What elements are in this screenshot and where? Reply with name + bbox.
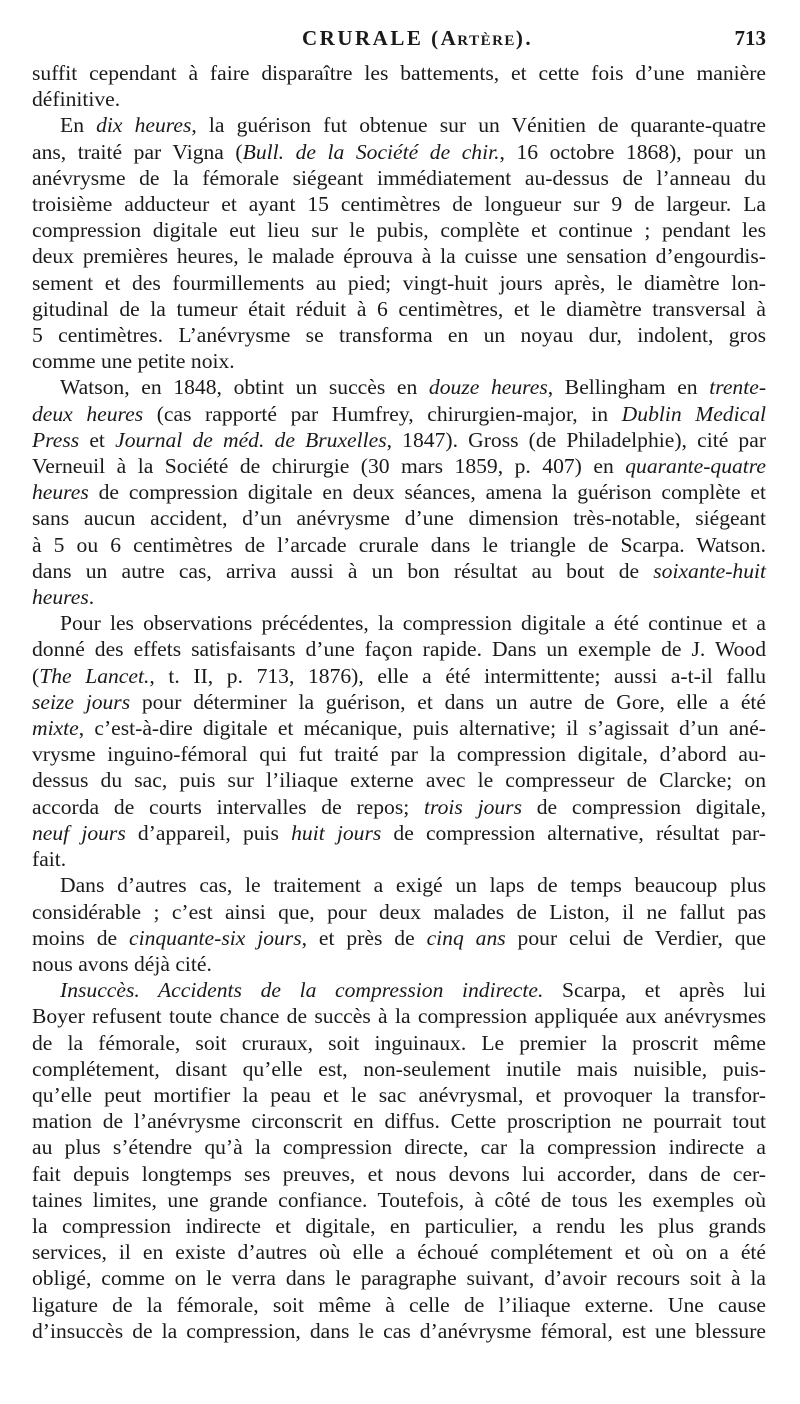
text-line: Watson, en 1848, obtint un succès en douze heures, Bellingham en trente- (60, 375, 767, 400)
text-line: heures de compression digitale en deux séances, amena la guérison complète et (32, 480, 766, 505)
text-line: qu’elle peut mortifier la peau et le sac anévrysmal, et provoquer la transfor- (32, 1082, 766, 1107)
text-line: Dans d’autres cas, le traitement a exigé un laps de temps beaucoup plus (60, 873, 766, 898)
text-line: donné des effets satisfaisants d’une façon rapide. Dans un exemple de J. Wood (32, 637, 766, 662)
text-line: suffit cependant à faire disparaître les battements, et cette fois d’une manière (32, 61, 766, 85)
text-line: considérable ; c’est ainsi que, pour deux malades de Liston, il ne fallut pas (32, 899, 766, 924)
text-line: complétement, disant qu’elle est, non-seulement inutile mais nuisible, puis- (32, 1056, 766, 1081)
text-line: Insuccès. Accidents de la compression indirecte. Scarpa, et après lui (60, 978, 766, 1003)
text-line: gitudinal de la tumeur était réduit à 6 centimètres, et le diamètre transversal à (32, 296, 766, 321)
text-line: dans un autre cas, arriva aussi à un bon résultat au bout de soixante-huit (32, 558, 766, 583)
running-head-title: CRURALE (Artère). (302, 26, 534, 50)
paragraph (32, 977, 766, 1344)
text-line: ligature de la fémorale, soit même à celle de l’iliaque externe. Une cause (32, 1292, 766, 1317)
text-line: accorda de courts intervalles de repos; trois jours de compression digitale, (32, 794, 766, 819)
running-header (32, 26, 766, 60)
text-line: Boyer refusent toute chance de succès à la compression appliquée aux anévrysmes (32, 1004, 766, 1029)
body-text (32, 60, 766, 1344)
text-line: mation de l’anévrysme circonscrit en diffus. Cette proscription ne pourrait tout (32, 1109, 766, 1134)
text-line: vrysme inguino-fémoral qui fut traité par la compression digitale, d’abord au- (32, 742, 766, 767)
text-line: mixte, c’est-à-dire digitale et mécanique, puis alternative; il s’agissait d’un ané- (32, 716, 766, 741)
text-line: de la fémorale, soit cruraux, soit inguinaux. Le premier la proscrit même (32, 1030, 766, 1055)
text-line: Press et Journal de méd. de Bruxelles, 1847). Gross (de Philadelphie), cité par (32, 427, 767, 452)
text-line: comme une petite noix. (32, 349, 235, 374)
text-line: sans aucun accident, d’un anévrysme d’une dimension très-notable, siégeant (32, 506, 766, 531)
text-line: neuf jours d’appareil, puis huit jours de compression alternative, résultat par- (32, 820, 766, 845)
text-line: moins de cinquante-six jours, et près de cinq ans pour celui de Verdier, que (32, 925, 766, 950)
text-line: Pour les observations précédentes, la compression digitale a été continue et a (60, 611, 766, 636)
text-line: d’insuccès de la compression, dans le cas d’anévrysme fémoral, est une blessure (32, 1318, 766, 1343)
paragraph (32, 610, 766, 872)
text-line: heures. (32, 585, 95, 610)
text-line: sement et des fourmillements au pied; vingt-huit jours après, le diamètre lon- (32, 270, 766, 295)
text-line: deux heures (cas rapporté par Humfrey, chirurgien-major, in Dublin Medical (32, 401, 766, 426)
text-line: taines limites, une grande confiance. Toutefois, à côté de tous les exemples où (32, 1187, 766, 1212)
text-line: fait. (32, 847, 67, 872)
text-line: (The Lancet., t. II, p. 713, 1876), elle a été intermittente; aussi a-t-il fallu (32, 663, 766, 688)
text-line: définitive. (32, 87, 121, 112)
paragraph (32, 112, 766, 374)
page-number: 713 (734, 26, 766, 50)
text-line: troisième adducteur et ayant 15 centimètres de longueur sur 9 de largeur. La (32, 192, 766, 217)
text-line: services, il en existe d’autres où elle a échoué complétement et où on a été (32, 1240, 766, 1265)
text-line: fait depuis longtemps ses preuves, et nous devons lui accorder, dans de cer- (32, 1161, 766, 1186)
text-line: à 5 ou 6 centimètres de l’arcade crurale dans le triangle de Scarpa. Watson. (32, 532, 766, 557)
text-line: Verneuil à la Société de chirurgie (30 mars 1859, p. 407) en quarante-quatre (32, 454, 766, 479)
text-line: deux premières heures, le malade éprouva à la cuisse une sensation d’engourdis- (32, 244, 766, 269)
text-line: nous avons déjà cité. (32, 951, 212, 976)
text-line: au plus s’étendre qu’à la compression directe, car la compression indirecte a (32, 1135, 766, 1160)
document-page (32, 26, 766, 1344)
text-line: 5 centimètres. L’anévrysme se transforma en un noyau dur, indolent, gros (32, 323, 766, 348)
paragraph (32, 60, 766, 112)
text-line: anévrysme de la fémorale siégeant immédiatement au-dessus de l’anneau du (32, 165, 766, 190)
paragraph (32, 872, 766, 977)
text-line: dessus du sac, puis sur l’iliaque externe avec le compresseur de Clarcke; on (32, 768, 766, 793)
text-line: ans, traité par Vigna (Bull. de la Société de chir., 16 octobre 1868), pour un (32, 139, 766, 164)
text-line: En dix heures, la guérison fut obtenue sur un Vénitien de quarante-quatre (60, 113, 767, 138)
text-line: seize jours pour déterminer la guérison, et dans un autre de Gore, elle a été (32, 689, 766, 714)
text-line: obligé, comme on le verra dans le paragraphe suivant, d’avoir recours soit à la (32, 1266, 766, 1291)
paragraph (32, 374, 766, 610)
text-line: compression digitale eut lieu sur le pubis, complète et continue ; pendant les (32, 218, 766, 243)
text-line: la compression indirecte et digitale, en particulier, a rendu les plus grands (32, 1213, 766, 1238)
